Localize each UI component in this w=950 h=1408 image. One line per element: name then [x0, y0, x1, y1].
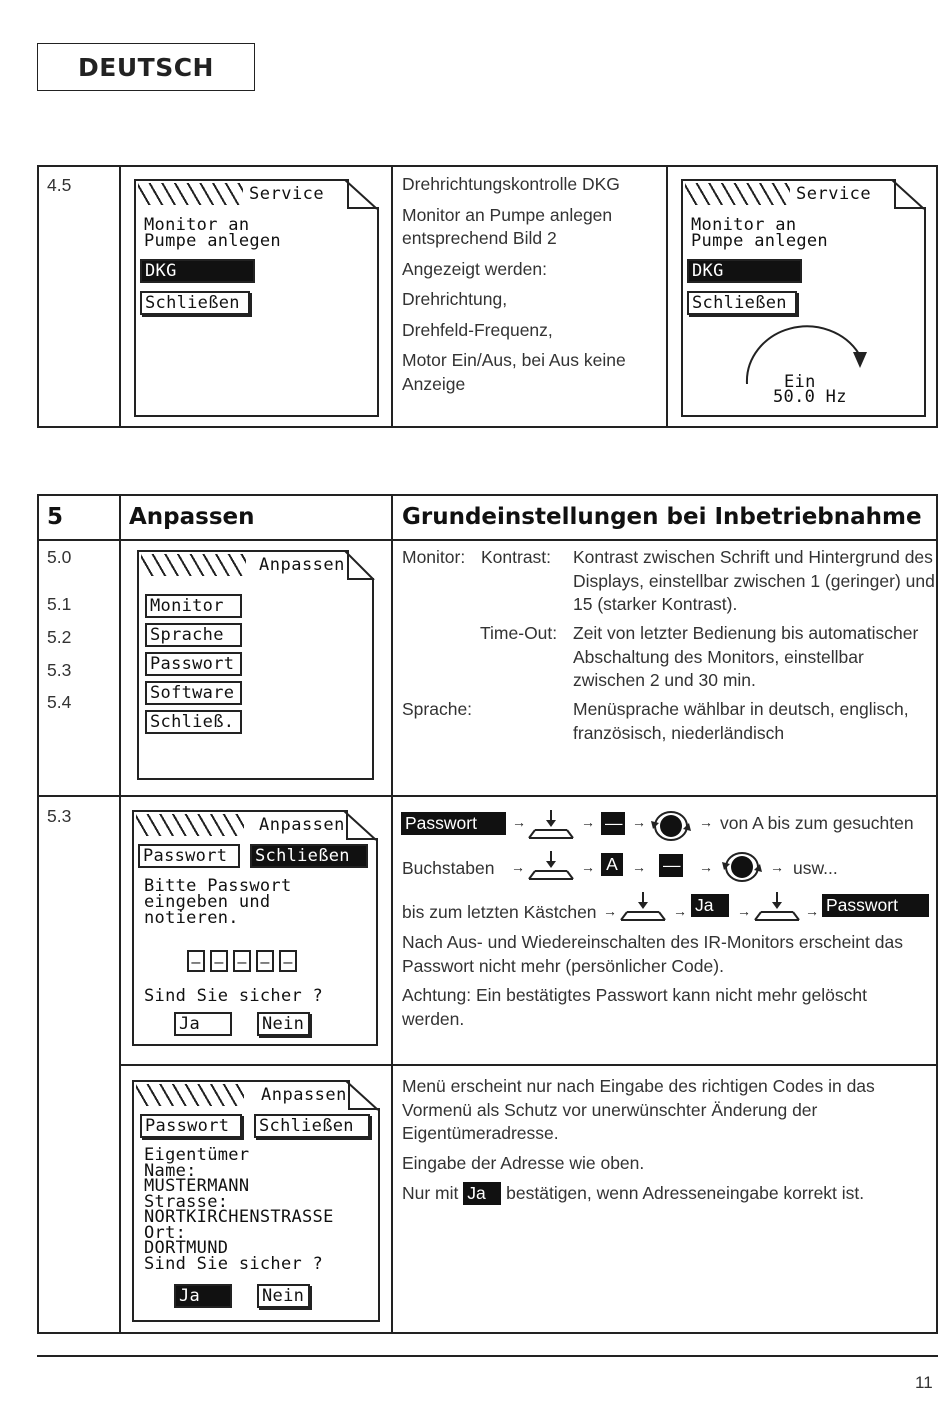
sprache-label: Sprache:	[402, 699, 473, 719]
arrow-right-icon: →	[770, 859, 784, 875]
menu-item-close[interactable]: Schließ.	[145, 710, 242, 734]
passwort-key-label: Passwort	[401, 812, 506, 835]
screen-text: Bitte Passwort eingeben und notieren.	[144, 876, 292, 928]
arrow-right-icon: →	[737, 903, 751, 919]
close-button[interactable]: Schließen	[254, 1114, 370, 1138]
arrow-right-icon: →	[699, 814, 713, 830]
section-heading: Grundeinstellungen bei Inbetriebnahme	[402, 504, 922, 530]
section-number: 4.5	[47, 175, 72, 195]
ja-key-label: Ja	[691, 894, 729, 917]
kontrast-label: Kontrast:	[481, 547, 552, 567]
table-section-4-5	[37, 165, 938, 428]
passwort-key-label: Passwort	[822, 894, 929, 917]
instruction-text: Buchstaben	[402, 858, 495, 878]
paragraph	[402, 1182, 922, 1206]
paragraph: Achtung: Ein bestätigtes Passwort kann nicht mehr gelöscht werden.	[402, 985, 867, 1029]
screen-title: Service	[249, 184, 325, 204]
kontrast-text: Kontrast zwischen Schrift und Hintergrund des Displays, einstellbar zwischen 1 (geringer) und 15 (starker Kontrast).	[573, 547, 935, 614]
instruction-text: bis zum letzten Kästchen	[402, 902, 597, 922]
password-boxes	[187, 950, 297, 972]
arrow-right-icon: →	[581, 814, 595, 830]
frequency-readout: 50.0 Hz	[773, 387, 847, 407]
password-digit-box[interactable]: –	[210, 950, 228, 972]
footer-rule	[37, 1355, 938, 1357]
paragraph: Menü erscheint nur nach Eingabe des richtigen Codes in das Vormenü als Schutz vor unerwünschter Änderung der Eigentümeradresse.	[402, 1076, 875, 1143]
press-button-icon	[619, 892, 667, 922]
arrow-right-icon: →	[581, 859, 595, 875]
screen-title: Anpassen	[259, 555, 345, 575]
owner-address-screen	[132, 1080, 380, 1322]
screen-title: Anpassen	[259, 815, 345, 835]
section-title: Anpassen	[129, 504, 255, 530]
close-button[interactable]: Schließen	[687, 291, 797, 315]
rotary-knob-icon	[720, 850, 764, 884]
motor-state: Ein	[784, 372, 816, 392]
close-button[interactable]: Schließen	[140, 291, 250, 315]
item-number: 5.3	[47, 806, 72, 826]
item-number: 5.0	[47, 547, 72, 567]
menu-item-monitor[interactable]: Monitor	[145, 594, 242, 618]
language-label: DEUTSCH	[37, 43, 255, 91]
press-button-icon	[527, 851, 575, 881]
password-digit-box[interactable]: –	[187, 950, 205, 972]
screen-title: Anpassen	[261, 1085, 347, 1105]
password-button[interactable]: Passwort	[140, 1114, 242, 1138]
password-button[interactable]: Passwort	[138, 844, 240, 868]
paragraph: Nach Aus- und Wiedereinschalten des IR-Monitors erscheint das Passwort nicht mehr (persönlicher Code).	[402, 932, 903, 976]
confirm-question: Sind Sie sicher ?	[144, 986, 324, 1006]
password-digit-box[interactable]: –	[279, 950, 297, 972]
arrow-right-icon: →	[632, 859, 646, 875]
sprache-text: Menüsprache wählbar in deutsch, englisch, französisch, niederländisch	[573, 699, 909, 743]
service-screen-left	[134, 179, 379, 419]
item-number: 5.4	[47, 692, 72, 712]
arrow-right-icon: →	[805, 903, 819, 919]
page-number: 11	[915, 1373, 933, 1392]
item-number: 5.2	[47, 627, 72, 647]
press-button-icon	[753, 892, 801, 922]
password-entry-screen	[132, 810, 378, 1046]
dkg-button[interactable]: DKG	[140, 259, 255, 283]
paragraph-text: Nur mit	[402, 1183, 459, 1203]
menu-item-software[interactable]: Software	[145, 681, 242, 705]
menu-item-sprache[interactable]: Sprache	[145, 623, 242, 647]
dash-key-label: —	[601, 812, 625, 835]
dkg-description: Drehrichtungskontrolle DKG Monitor an Pumpe anlegen entsprechend Bild 2 Angezeigt werden: Drehrichtung, Drehfeld-Frequenz, Motor Ein/Aus, bei Aus keine Anzeige	[402, 174, 626, 394]
letter-a-key-label: A	[601, 853, 623, 876]
no-button[interactable]: Nein	[257, 1284, 310, 1308]
service-screen-right	[681, 179, 926, 419]
rotary-knob-icon	[649, 809, 693, 843]
anpassen-menu-screen	[137, 550, 374, 780]
dash-key-label: —	[659, 854, 683, 877]
arrow-right-icon: →	[603, 903, 617, 919]
owner-address-text: Eigentümer Name: MUSTERMANN Strasse: NORTKIRCHENSTRASSE Ort: DORTMUND Sind Sie sicher ?	[144, 1145, 334, 1274]
arrow-right-icon: →	[699, 859, 713, 875]
item-number: 5.1	[47, 594, 72, 614]
screen-text: Monitor an Pumpe anlegen	[144, 215, 281, 251]
screen-text: Monitor an Pumpe anlegen	[691, 215, 828, 251]
table-section-5	[37, 494, 938, 1334]
arrow-right-icon: →	[673, 903, 687, 919]
yes-button[interactable]: Ja	[174, 1012, 232, 1036]
yes-button[interactable]: Ja	[174, 1284, 232, 1308]
section-number: 5	[47, 504, 64, 530]
arrow-right-icon: →	[511, 859, 525, 875]
menu-item-passwort[interactable]: Passwort	[145, 652, 242, 676]
paragraph: Eingabe der Adresse wie oben.	[402, 1153, 645, 1173]
password-digit-box[interactable]: –	[256, 950, 274, 972]
instruction-text: von A bis zum gesuchten	[720, 813, 914, 833]
dkg-button[interactable]: DKG	[687, 259, 802, 283]
monitor-label: Monitor:	[402, 547, 466, 567]
press-button-icon	[527, 810, 575, 840]
password-digit-box[interactable]: –	[233, 950, 251, 972]
paragraph-text: bestätigen, wenn Adresseneingabe korrekt ist.	[506, 1183, 865, 1203]
arrow-right-icon: →	[632, 814, 646, 830]
screen-title: Service	[796, 184, 872, 204]
timeout-text: Zeit von letzter Bedienung bis automatischer Abschaltung des Monitors, einstellbar zwischen 2 und 30 min.	[573, 623, 919, 690]
close-button[interactable]: Schließen	[250, 844, 368, 868]
instruction-text: usw...	[793, 858, 838, 878]
arrow-right-icon: →	[512, 814, 526, 830]
no-button[interactable]: Nein	[257, 1012, 310, 1036]
item-number: 5.3	[47, 660, 72, 680]
timeout-label: Time-Out:	[480, 623, 558, 643]
ja-key-label: Ja	[463, 1182, 501, 1205]
